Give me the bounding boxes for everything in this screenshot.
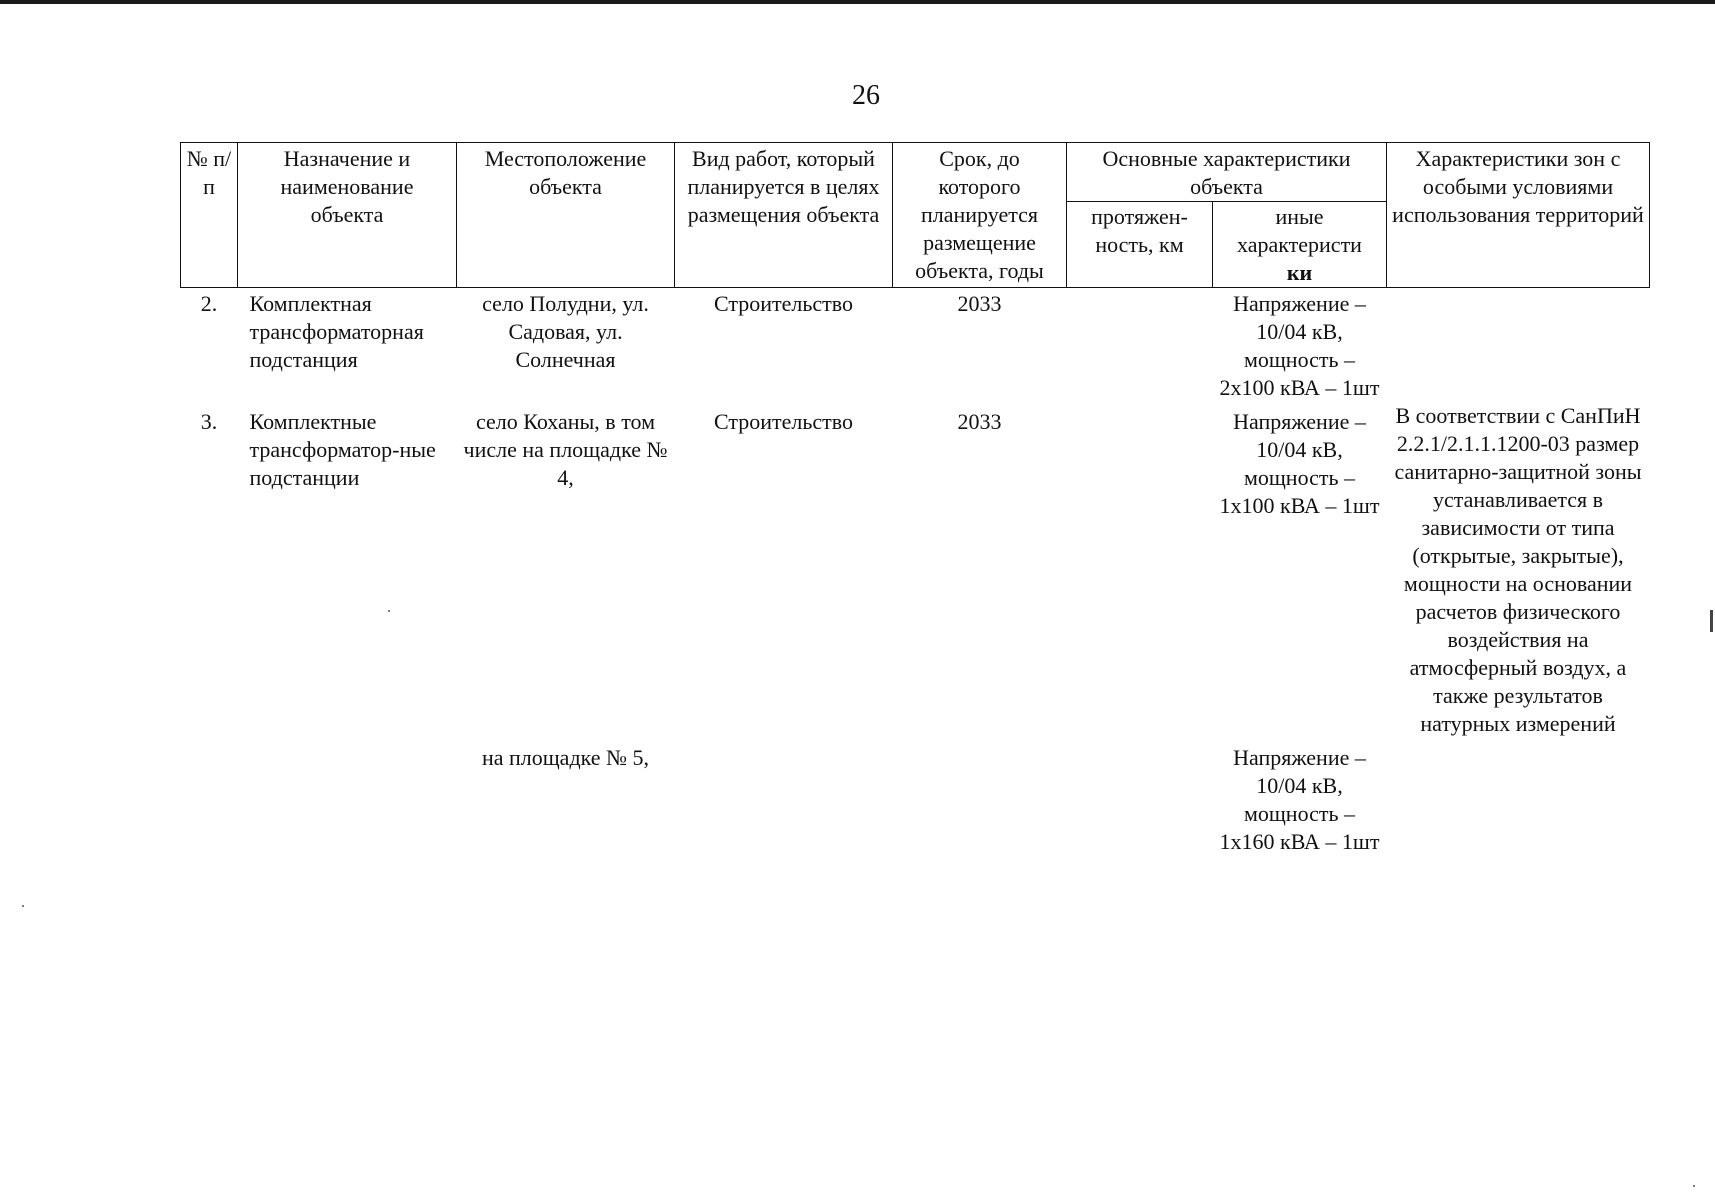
table-row — [181, 288, 1650, 403]
header-location: Местоположение объекта — [457, 143, 675, 288]
objects-table — [180, 142, 1650, 856]
header-characteristics-group: Основные характеристики объекта — [1067, 143, 1387, 202]
cell-location: на площадке № 5, — [481, 745, 650, 770]
cell-other: Напряжение – 10/04 кВ, мощность – 2х100 кВА – 1шт — [1213, 288, 1387, 403]
cell-name: Комплектные трансформатор-ные подстанции — [249, 409, 436, 490]
cell-term: 2033 — [893, 288, 1067, 403]
cell-num: 3. — [200, 409, 218, 434]
cell-other: Напряжение – 10/04 кВ, мощность – 1х160 кВА – 1шт — [1219, 745, 1380, 854]
cell-work-type: Строительство — [675, 288, 893, 403]
scan-edge-mark — [1710, 610, 1713, 632]
cell-location: село Полудни, ул. Садовая, ул. Солнечная — [457, 288, 675, 403]
cell-work-type — [675, 738, 893, 856]
cell-num: 2. — [181, 288, 238, 403]
cell-term — [893, 738, 1067, 856]
table-body — [181, 288, 1650, 857]
cell-zones — [1387, 738, 1650, 856]
cell-name — [238, 738, 457, 856]
cell-length — [1067, 402, 1213, 738]
cell-length — [1067, 738, 1213, 856]
cell-zones — [1387, 288, 1650, 403]
cell-name: Комплектная трансформаторная подстанция — [238, 288, 457, 403]
table-header — [181, 143, 1650, 288]
cell-work-type: Строительство — [713, 409, 854, 434]
table-row — [181, 402, 1650, 738]
scan-dust — [388, 610, 390, 612]
header-num: № п/п — [181, 143, 238, 288]
cell-zones: В соответствии с СанПиН 2.2.1/2.1.1.1200-03 размер санитарно-защитной зоны устанавливается в зависимости от типа (открытые, закрытые), мощности на основании расчетов физического воздействия на атмосферный воздух, а также результатов натурных измерений — [1394, 403, 1642, 736]
header-other-main: иные характеристи — [1237, 204, 1362, 257]
cell-num — [181, 738, 238, 856]
cell-length — [1067, 288, 1213, 403]
header-name: Назначение и наименование объекта — [238, 143, 457, 288]
cell-other: Напряжение – 10/04 кВ, мощность – 1х100 кВА – 1шт — [1219, 409, 1380, 518]
objects-table-container — [180, 142, 1649, 856]
header-length: протяжен-ность, км — [1067, 202, 1213, 288]
cell-location: село Коханы, в том числе на площадке № 4, — [463, 409, 668, 490]
header-work-type: Вид работ, который планируется в целях размещения объекта — [675, 143, 893, 288]
scan-dust — [22, 905, 24, 907]
header-term: Срок, до которого планируется размещение объекта, годы — [893, 143, 1067, 288]
header-other — [1213, 202, 1387, 288]
header-other-end: ки — [1286, 260, 1313, 285]
table-row — [181, 738, 1650, 856]
scan-dust — [1693, 1185, 1695, 1187]
page-number: 26 — [852, 80, 880, 111]
scan-edge-line — [0, 0, 1715, 4]
cell-term: 2033 — [957, 409, 1002, 434]
header-zones: Характеристики зон с особыми условиями использования территорий — [1387, 143, 1650, 288]
